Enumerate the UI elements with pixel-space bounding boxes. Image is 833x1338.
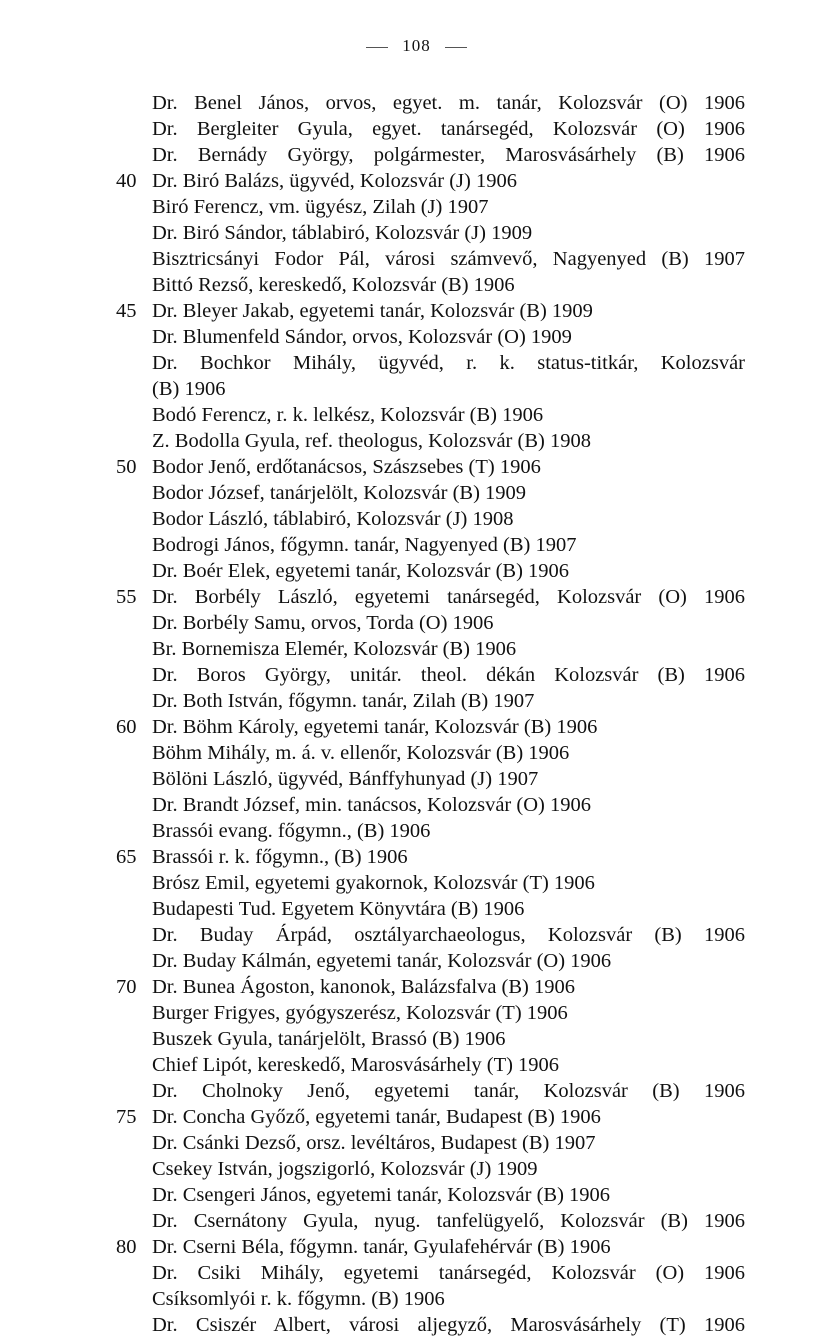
list-item [0, 1208, 833, 1234]
line-number: 55 [116, 586, 137, 608]
entry-text: Dr. Csánki Dezső, orsz. levéltáros, Budapest (B) 1907 [152, 1132, 596, 1154]
list-item [0, 844, 833, 870]
entry-text: Dr. Bunea Ágoston, kanonok, Balázsfalva (B) 1906 [152, 976, 576, 998]
list-item [0, 948, 833, 974]
page-number-dash-left [366, 47, 388, 48]
line-number: 45 [116, 300, 137, 322]
list-item [0, 740, 833, 766]
list-item [0, 1000, 833, 1026]
list-item [0, 610, 833, 636]
list-item [0, 194, 833, 220]
list-item [0, 1078, 833, 1104]
entry-text: Böhm Mihály, m. á. v. ellenőr, Kolozsvár (B) 1906 [152, 742, 570, 764]
page-number [0, 36, 833, 56]
entry-text: Bodor László, táblabiró, Kolozsvár (J) 1908 [152, 508, 514, 530]
entry-text: (B) 1906 [152, 378, 226, 400]
entry-text: Dr. Cserni Béla, főgymn. tanár, Gyulafehérvár (B) 1906 [152, 1236, 611, 1258]
entry-text: Bodrogi János, főgymn. tanár, Nagyenyed (B) 1907 [152, 534, 577, 556]
entry-text: Dr. Csernátony Gyula, nyug. tanfelügyelő, Kolozsvár (B) 1906 [152, 1210, 745, 1232]
entry-text: Burger Frigyes, gyógyszerész, Kolozsvár (T) 1906 [152, 1002, 568, 1024]
list-item [0, 818, 833, 844]
entry-text: Br. Bornemisza Elemér, Kolozsvár (B) 1906 [152, 638, 517, 660]
list-item [0, 688, 833, 714]
list-item [0, 272, 833, 298]
entry-text: Dr. Bergleiter Gyula, egyet. tanársegéd, Kolozsvár (O) 1906 [152, 118, 745, 140]
entry-text: Dr. Csiki Mihály, egyetemi tanársegéd, Kolozsvár (O) 1906 [152, 1262, 745, 1284]
entry-text: Dr. Benel János, orvos, egyet. m. tanár, Kolozsvár (O) 1906 [152, 92, 745, 114]
list-item [0, 1286, 833, 1312]
list-item [0, 922, 833, 948]
list-item [0, 974, 833, 1000]
entry-text: Dr. Blumenfeld Sándor, orvos, Kolozsvár (O) 1909 [152, 326, 572, 348]
entry-text: Bittó Rezső, kereskedő, Kolozsvár (B) 1906 [152, 274, 515, 296]
entry-text: Buszek Gyula, tanárjelölt, Brassó (B) 1906 [152, 1028, 506, 1050]
list-item [0, 506, 833, 532]
entry-text: Dr. Borbély László, egyetemi tanársegéd, Kolozsvár (O) 1906 [152, 586, 745, 608]
entry-text: Dr. Biró Sándor, táblabiró, Kolozsvár (J) 1909 [152, 222, 533, 244]
list-item [0, 324, 833, 350]
entry-text: Dr. Boros György, unitár. theol. dékán Kolozsvár (B) 1906 [152, 664, 745, 686]
entry-text: Bodor Jenő, erdőtanácsos, Szászsebes (T) 1906 [152, 456, 541, 478]
list-item [0, 1312, 833, 1338]
list-item [0, 1260, 833, 1286]
line-number: 75 [116, 1106, 137, 1128]
list-item [0, 246, 833, 272]
list-item [0, 1130, 833, 1156]
line-number: 40 [116, 170, 137, 192]
list-item [0, 636, 833, 662]
entry-text: Dr. Bochkor Mihály, ügyvéd, r. k. status-titkár, Kolozsvár [152, 352, 745, 374]
list-item [0, 90, 833, 116]
entry-text: Chief Lipót, kereskedő, Marosvásárhely (T) 1906 [152, 1054, 560, 1076]
entry-text: Bodor József, tanárjelölt, Kolozsvár (B) 1909 [152, 482, 527, 504]
list-item [0, 454, 833, 480]
entry-text: Dr. Csengeri János, egyetemi tanár, Kolozsvár (B) 1906 [152, 1184, 611, 1206]
list-item [0, 1234, 833, 1260]
list-item [0, 168, 833, 194]
list-item [0, 1182, 833, 1208]
list-item [0, 766, 833, 792]
list-item [0, 896, 833, 922]
line-number: 50 [116, 456, 137, 478]
list-item [0, 1104, 833, 1130]
list-item [0, 220, 833, 246]
list-item [0, 402, 833, 428]
list-item [0, 584, 833, 610]
list-item [0, 792, 833, 818]
entry-text: Dr. Biró Balázs, ügyvéd, Kolozsvár (J) 1906 [152, 170, 517, 192]
entry-text: Dr. Both István, főgymn. tanár, Zilah (B) 1907 [152, 690, 535, 712]
list-item [0, 142, 833, 168]
page-number-text: 108 [402, 36, 431, 55]
entry-text: Bisztricsányi Fodor Pál, városi számvevő, Nagyenyed (B) 1907 [152, 248, 745, 270]
entry-text: Bölöni László, ügyvéd, Bánffyhunyad (J) 1907 [152, 768, 539, 790]
line-number: 80 [116, 1236, 137, 1258]
list-item [0, 558, 833, 584]
list-item [0, 1156, 833, 1182]
entry-text: Dr. Concha Győző, egyetemi tanár, Budapest (B) 1906 [152, 1106, 601, 1128]
entry-text: Dr. Brandt József, min. tanácsos, Kolozsvár (O) 1906 [152, 794, 591, 816]
list-item [0, 350, 833, 376]
entry-text: Brassói evang. főgymn., (B) 1906 [152, 820, 431, 842]
list-item [0, 1052, 833, 1078]
entry-text: Budapesti Tud. Egyetem Könyvtára (B) 1906 [152, 898, 525, 920]
list-item [0, 870, 833, 896]
entry-text: Brassói r. k. főgymn., (B) 1906 [152, 846, 408, 868]
list-item [0, 714, 833, 740]
entry-text: Dr. Buday Kálmán, egyetemi tanár, Kolozsvár (O) 1906 [152, 950, 612, 972]
entry-text: Biró Ferencz, vm. ügyész, Zilah (J) 1907 [152, 196, 489, 218]
entry-text: Dr. Bleyer Jakab, egyetemi tanár, Kolozsvár (B) 1909 [152, 300, 593, 322]
member-list [0, 90, 833, 1338]
line-number: 70 [116, 976, 137, 998]
entry-text: Dr. Bernády György, polgármester, Marosvásárhely (B) 1906 [152, 144, 745, 166]
list-item [0, 662, 833, 688]
entry-text: Dr. Csiszér Albert, városi aljegyző, Marosvásárhely (T) 1906 [152, 1314, 745, 1336]
entry-text: Bodó Ferencz, r. k. lelkész, Kolozsvár (B) 1906 [152, 404, 544, 426]
entry-text: Z. Bodolla Gyula, ref. theologus, Kolozsvár (B) 1908 [152, 430, 591, 452]
list-item [0, 376, 833, 402]
line-number: 65 [116, 846, 137, 868]
list-item [0, 532, 833, 558]
list-item [0, 480, 833, 506]
list-item [0, 428, 833, 454]
line-number: 60 [116, 716, 137, 738]
entry-text: Csekey István, jogszigorló, Kolozsvár (J) 1909 [152, 1158, 538, 1180]
entry-text: Brósz Emil, egyetemi gyakornok, Kolozsvár (T) 1906 [152, 872, 595, 894]
list-item [0, 116, 833, 142]
entry-text: Dr. Borbély Samu, orvos, Torda (O) 1906 [152, 612, 494, 634]
list-item [0, 1026, 833, 1052]
entry-text: Dr. Buday Árpád, osztályarchaeologus, Kolozsvár (B) 1906 [152, 924, 745, 946]
entry-text: Dr. Boér Elek, egyetemi tanár, Kolozsvár (B) 1906 [152, 560, 570, 582]
entry-text: Dr. Cholnoky Jenő, egyetemi tanár, Kolozsvár (B) 1906 [152, 1080, 745, 1102]
page-number-dash-right [445, 47, 467, 48]
list-item [0, 298, 833, 324]
entry-text: Dr. Böhm Károly, egyetemi tanár, Kolozsvár (B) 1906 [152, 716, 598, 738]
entry-text: Csíksomlyói r. k. főgymn. (B) 1906 [152, 1288, 445, 1310]
